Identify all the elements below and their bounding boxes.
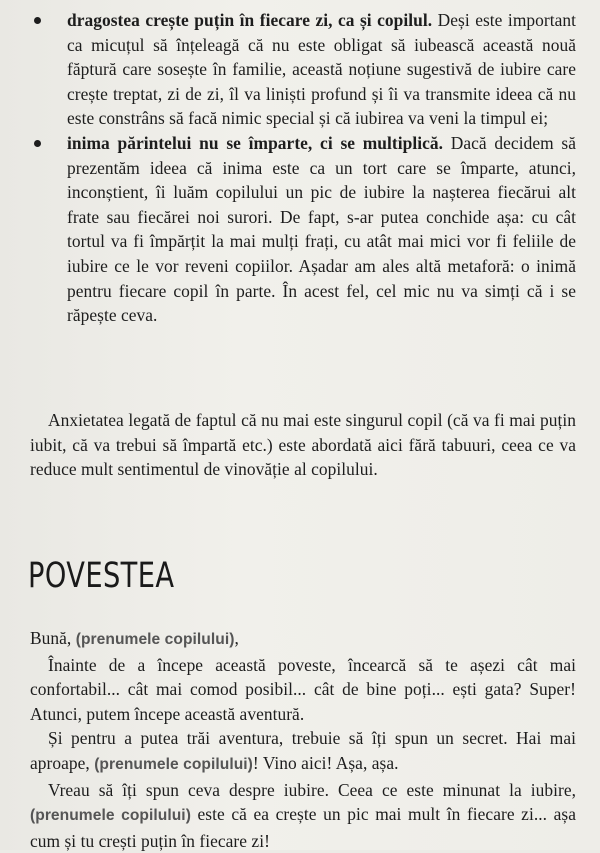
p3-end: este că ea crește un pic mai mult în fiecare zi... așa cum și tu crești puțin în fiecare zi! [30,804,576,851]
child-name-placeholder: (prenumele copilului) [94,755,253,773]
bullet-list [30,8,576,328]
story-paragraph-1: Înainte de a începe această poveste, încearcă să te așezi cât mai confortabil... cât mai comod posibil... cât de bine poți... ești gata? Super! Atunci, putem începe această aventură. [30,654,576,724]
bullet-item-heart-multiplies [30,131,576,328]
greeting-end: , [234,628,239,648]
bullet-body: Deși este important ca micuțul să înțeleagă că nu este obligat să iubească această nouă făptură care sosește în familie, această noțiune sugestivă de iubire care crește treptat, zi de zi, îl va liniști profund și îi va transmite ideea că nu este constrâns să facă nimic special și că iubirea va veni la timpul ei; [67,10,577,129]
anxiety-paragraph: Anxietatea legată de faptul că nu mai este singurul copil (că va fi mai puțin iubit, că va trebui să împartă etc.) este abordată aici fără tabuuri, ceea ce va reduce mult sentimentul de vinovăție al copilului. [30,410,576,480]
bullet-item-love-grows [30,8,576,131]
story-greeting [30,626,576,653]
bullet-lead: dragostea crește puțin în fiecare zi, ca și copilul. [67,10,433,30]
p2-start: Și pentru a putea trăi aventura, trebuie să îți spun un secret. Hai mai aproape, [30,728,576,773]
p2-end: ! Vino aici! Așa, așa. [252,752,399,773]
bullet-body: Dacă decidem să prezentăm ideea că inima este ca un tort care se împarte, atunci, inconștient, îi luăm copilului un pic de iubire la nașterea fiecărui alt frate sau fiecărei noi surori. De fapt, s-ar putea conchide așa: cu cât tortul va fi împărțit la mai mulți frați, cu atât mai mici vor fi feliile de iubire ce le vor reveni copiilor. Așadar am ales altă metaforă: o inimă pentru fiecare copil în parte. În acest fel, cel mic nu va simți că i se răpește ceva. [67,132,576,326]
story-paragraph-3 [30,778,576,853]
bullet-dot-icon [34,17,41,24]
story-section [30,626,576,853]
story-heading: POVESTEA [28,556,175,596]
story-paragraph-2 [30,726,576,777]
anxiety-section [30,408,576,482]
bullet-lead: inima părintelui nu se împarte, ci se multiplică. [67,132,444,153]
child-name-placeholder: (prenumele copilului) [30,807,191,825]
greeting-text: Bună, [30,628,76,648]
bullet-dot-icon [34,140,41,147]
p3-start: Vreau să îți spun ceva despre iubire. Ceea ce este minunat la iubire, [48,779,576,800]
child-name-placeholder: (prenumele copilului) [75,631,235,648]
